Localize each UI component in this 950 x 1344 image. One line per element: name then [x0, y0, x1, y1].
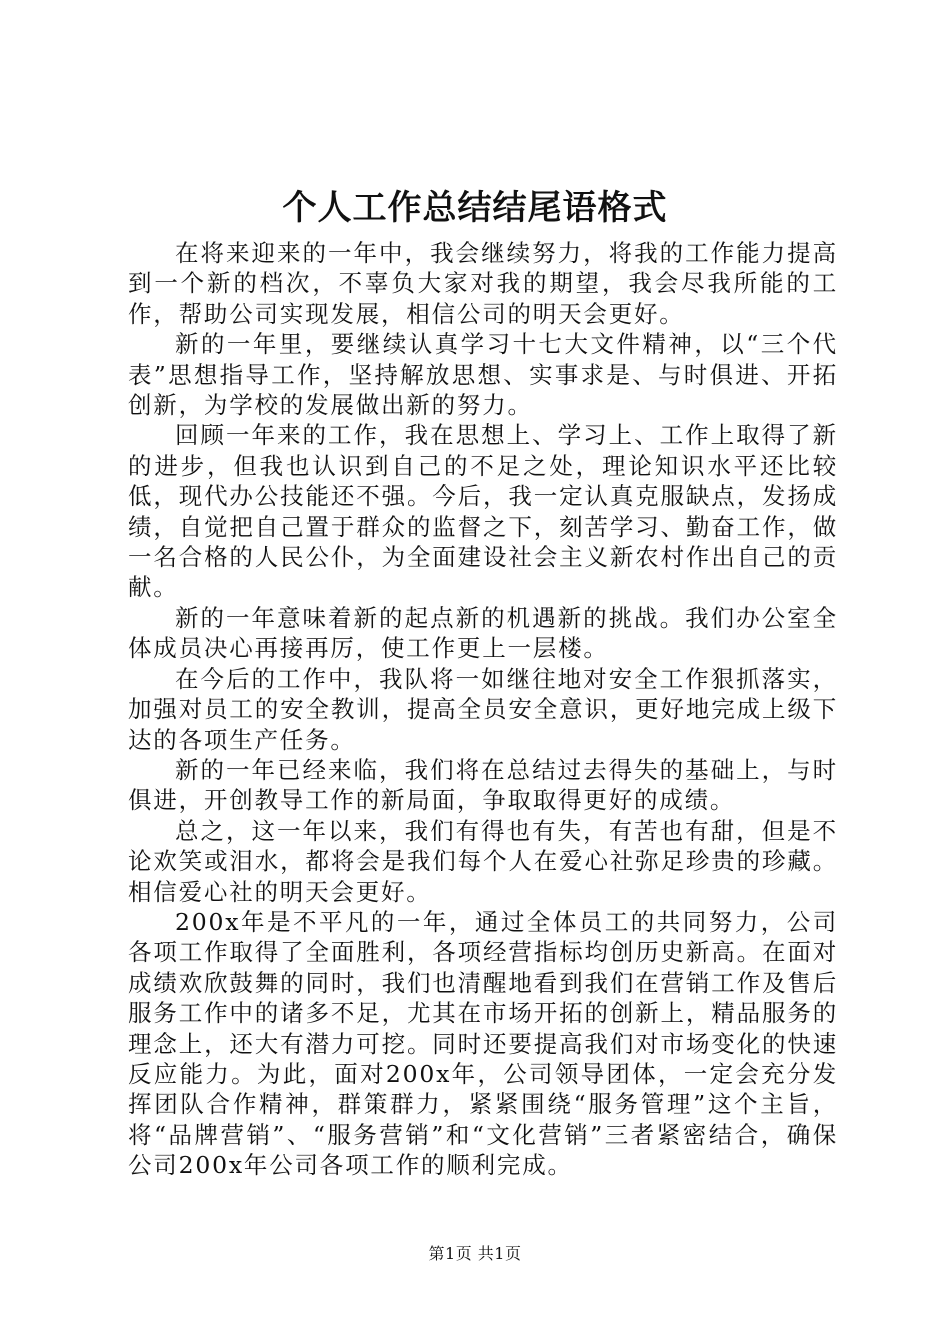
- paragraph-8: 200x年是不平凡的一年，通过全体员工的共同努力，公司各项工作取得了全面胜利，各项经营指标均创历史新高。在面对成绩欢欣鼓舞的同时，我们也清醒地看到我们在营销工作及售后服务工作中的诸多不足，尤其在市场开拓的创新上，精品服务的理念上，还大有潜力可挖。同时还要提高我们对市场变化的快速反应能力。为此，面对200x年，公司领导团体，一定会充分发挥团队合作精神，群策群力，紧紧围绕“服务管理”这个主旨，将“品牌营销”、“服务营销”和“文化营销”三者紧密结合，确保公司200x年公司各项工作的顺利完成。: [128, 907, 838, 1180]
- paragraph-7: 总之，这一年以来，我们有得也有失，有苦也有甜，但是不论欢笑或泪水，都将会是我们每个人在爱心社弥足珍贵的珍藏。相信爱心社的明天会更好。: [128, 816, 838, 906]
- paragraph-3: 回顾一年来的工作，我在思想上、学习上、工作上取得了新的进步，但我也认识到自己的不足之处，理论知识水平还比较低，现代办公技能还不强。今后，我一定认真克服缺点，发扬成绩，自觉把自己置于群众的监督之下，刻苦学习、勤奋工作，做一名合格的人民公仆，为全面建设社会主义新农村作出自己的贡献。: [128, 421, 838, 602]
- document-title: 个人工作总结结尾语格式: [282, 188, 668, 228]
- paragraph-6: 新的一年已经来临，我们将在总结过去得失的基础上，与时俱进，开创教导工作的新局面，争取取得更好的成绩。: [128, 755, 838, 815]
- document-body: [128, 238, 838, 1181]
- page-footer: 第1页 共1页: [428, 1244, 522, 1263]
- paragraph-4: 新的一年意味着新的起点新的机遇新的挑战。我们办公室全体成员决心再接再厉，使工作更上一层楼。: [128, 603, 838, 663]
- paragraph-2: 新的一年里，要继续认真学习十七大文件精神，以“三个代表”思想指导工作，坚持解放思想、实事求是、与时俱进、开拓创新，为学校的发展做出新的努力。: [128, 330, 838, 420]
- paragraph-5: 在今后的工作中，我队将一如继往地对安全工作狠抓落实，加强对员工的安全教训，提高全员安全意识，更好地完成上级下达的各项生产任务。: [128, 664, 838, 754]
- paragraph-1: 在将来迎来的一年中，我会继续努力，将我的工作能力提高到一个新的档次，不辜负大家对我的期望，我会尽我所能的工作，帮助公司实现发展，相信公司的明天会更好。: [128, 239, 838, 328]
